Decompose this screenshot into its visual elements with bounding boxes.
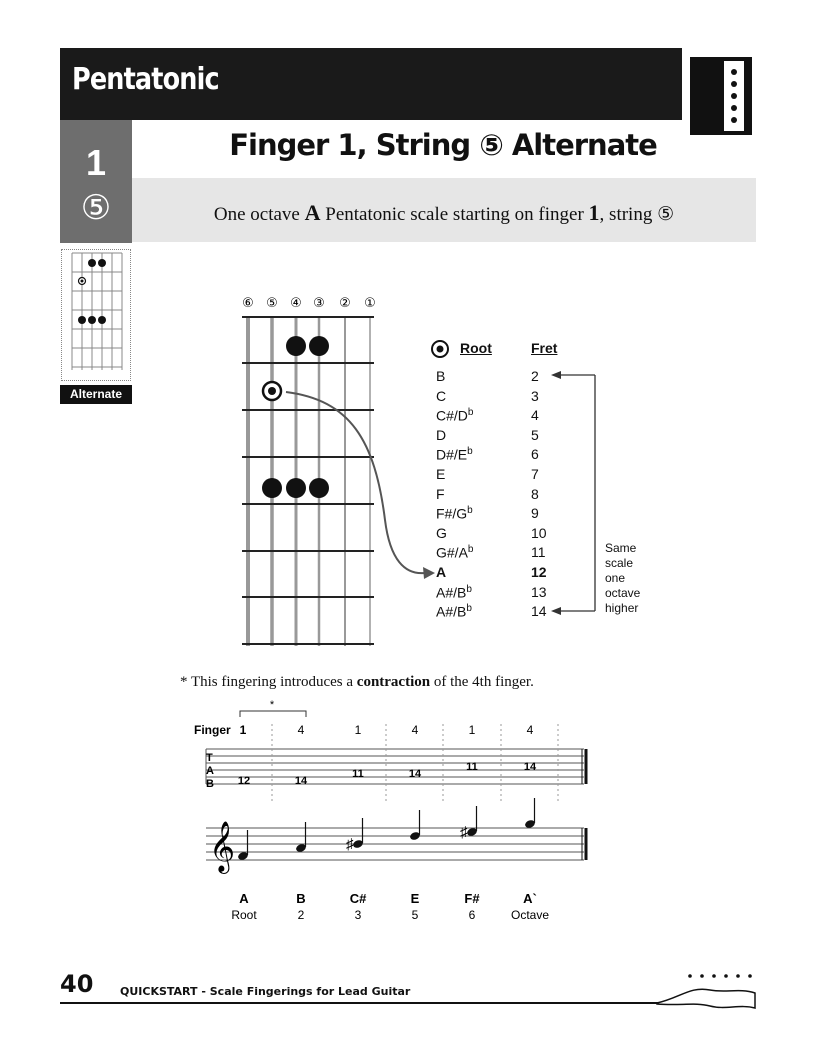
table-row-note: C xyxy=(436,387,447,404)
page-number: 40 xyxy=(60,970,94,998)
tab-notation xyxy=(190,696,600,936)
string-number-5: ⑤ xyxy=(266,296,278,311)
string-number-3: ③ xyxy=(313,296,325,311)
table-row-note: D xyxy=(436,426,447,443)
finger-number: 4 xyxy=(297,723,305,737)
note-name: E xyxy=(410,891,420,906)
flat-symbol: b xyxy=(467,407,474,419)
tab-fret: 14 xyxy=(523,761,537,773)
finger-number: 1 xyxy=(239,723,247,737)
table-row-fret: 3 xyxy=(531,387,539,404)
annotation-line: Same xyxy=(605,541,637,555)
side-tab-marker xyxy=(690,57,752,135)
sharp-icon: ♯ xyxy=(346,836,354,853)
root-header: Root xyxy=(460,340,492,356)
mini-fretboard-diagram xyxy=(62,250,130,380)
table-row-note: $G\#/A^b$ xyxy=(436,544,474,562)
table-row-note: $D\#/E^b$ xyxy=(436,446,473,464)
table-row-note: B xyxy=(436,368,446,384)
section-subtitle: Finger 1, String ⑤ Alternate xyxy=(229,128,657,162)
tab-fret: 14 xyxy=(294,775,308,787)
mini-fretboard xyxy=(61,249,131,381)
table-row-note: E xyxy=(436,466,446,482)
flat-symbol: b xyxy=(466,603,472,615)
table-row-note: G xyxy=(436,524,447,541)
description-finger: 1 xyxy=(588,200,600,225)
annotation-line: one xyxy=(605,571,626,585)
table-row-fret: 13 xyxy=(531,583,547,600)
table-row-fret: 14 xyxy=(531,603,547,620)
scale-degree: 5 xyxy=(411,908,419,922)
table-row-fret: 5 xyxy=(531,426,539,443)
tab-clef-t: T xyxy=(206,752,213,764)
table-row-fret: 10 xyxy=(531,524,547,541)
description xyxy=(132,200,756,226)
tab-fret: 14 xyxy=(408,768,422,780)
root-icon xyxy=(430,340,450,360)
description-text: One octave xyxy=(213,204,305,225)
footer-rule xyxy=(60,1002,660,1004)
contraction-star: * xyxy=(269,699,275,711)
tab-fret: 11 xyxy=(352,768,364,780)
finger-label: Finger xyxy=(194,723,231,737)
table-row-note: $A\#/B^b$ xyxy=(436,603,472,620)
position-finger: 1 xyxy=(85,142,107,183)
table-row-fret: 12 xyxy=(531,564,547,580)
tab-fret: 11 xyxy=(466,761,478,773)
table-row-fret: 6 xyxy=(531,446,539,463)
tab-fret: 12 xyxy=(237,775,251,787)
description-text: Pentatonic scale starting on finger xyxy=(320,204,589,225)
string-number-4: ④ xyxy=(290,296,302,311)
flat-symbol: b xyxy=(467,505,473,517)
string-number-6: ⑥ xyxy=(242,296,254,311)
note-name: A xyxy=(239,891,249,906)
note-text: of the 4th finger. xyxy=(430,674,534,690)
note-name: A` xyxy=(523,891,537,906)
footer-title: QUICKSTART - Scale Fingerings for Lead Guitar xyxy=(120,985,411,998)
scale-degree: Root xyxy=(231,908,257,922)
table-row-note: A xyxy=(436,564,447,580)
scale-degree: 6 xyxy=(468,908,476,922)
scale-degree: 3 xyxy=(354,908,362,922)
flat-symbol: b xyxy=(466,583,472,595)
table-row-fret: 9 xyxy=(531,505,539,522)
position-string: ⑤ xyxy=(80,189,112,227)
note-name: C# xyxy=(349,891,367,906)
page-title: Pentatonic xyxy=(72,62,219,97)
flat-symbol: b xyxy=(467,544,474,556)
octave-annotation xyxy=(605,541,640,616)
table-row-fret: 7 xyxy=(531,466,539,482)
note-name: F# xyxy=(464,891,480,906)
tab-clef-b: B xyxy=(206,778,214,790)
scale-degree: Octave xyxy=(510,908,550,922)
flat-symbol: b xyxy=(467,446,473,458)
table-row-note: $C\#/D^b$ xyxy=(436,407,474,424)
note-name: B xyxy=(296,891,306,906)
guitar-neck-icon xyxy=(655,968,765,1018)
table-row-fret: 2 xyxy=(531,368,539,384)
tab-clef-a: A xyxy=(206,765,214,777)
table-row-fret: 4 xyxy=(531,407,539,424)
finger-number: 4 xyxy=(526,723,534,737)
treble-clef-icon: 𝄞 xyxy=(209,821,236,872)
fret-header: Fret xyxy=(531,340,558,356)
finger-number: 1 xyxy=(468,723,476,737)
annotation-line: scale xyxy=(605,556,634,570)
table-row-note: F xyxy=(436,485,445,502)
scale-degree: 2 xyxy=(297,908,305,922)
string-number-2: ② xyxy=(339,296,351,311)
annotation-line: higher xyxy=(605,601,639,615)
fretboard-tab-icon xyxy=(690,57,752,135)
description-text: , string ⑤ xyxy=(599,204,675,225)
string-number-1: ① xyxy=(364,296,376,311)
annotation-line: octave xyxy=(605,586,641,600)
description-note: A xyxy=(304,200,321,225)
note-text: * This fingering introduces a xyxy=(180,674,357,690)
octave-bracket xyxy=(545,366,605,622)
fingering-note xyxy=(180,674,534,691)
table-row-note: $F\#/G^b$ xyxy=(436,505,473,522)
alternate-label: Alternate xyxy=(60,385,132,404)
table-row-fret: 8 xyxy=(531,485,539,502)
finger-number: 1 xyxy=(354,723,362,737)
table-row-fret: 11 xyxy=(531,544,546,561)
table-row-note: $A\#/B^b$ xyxy=(436,583,472,601)
finger-number: 4 xyxy=(411,723,419,737)
root-arrow xyxy=(280,380,440,590)
sharp-icon: ♯ xyxy=(460,824,468,841)
note-bold: contraction xyxy=(356,674,431,690)
